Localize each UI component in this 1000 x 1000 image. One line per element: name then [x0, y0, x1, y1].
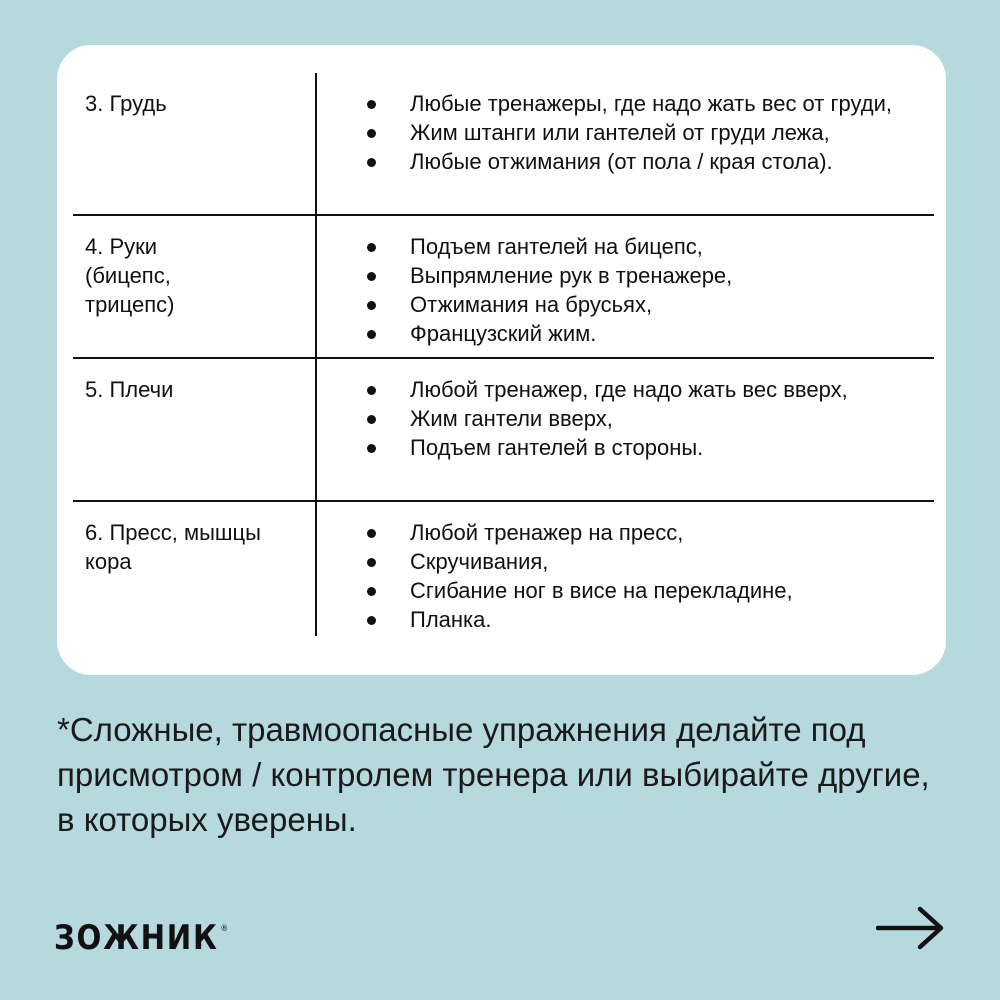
arrow-right-icon[interactable]	[876, 905, 946, 951]
exercise-table-card	[57, 45, 946, 675]
safety-footnote: *Сложные, травмоопасные упражнения делайте под присмотром / контролем тренера или выбирайте другие, в которых уверены.	[57, 711, 930, 838]
list-item: Жим штанги или гантелей от груди лежа,	[357, 118, 937, 147]
row-items-chest	[357, 89, 937, 176]
row-items-core	[357, 518, 937, 634]
row-label-shoulders: 5. Плечи	[85, 377, 174, 402]
row-label-arms: 4. Руки (бицепс, трицепс)	[85, 234, 175, 317]
list-item: Жим гантели вверх,	[357, 404, 907, 433]
row-divider	[73, 214, 934, 216]
list-item: Французский жим.	[357, 319, 937, 348]
list-item: Сгибание ног в висе на перекладине,	[357, 576, 937, 605]
column-divider	[315, 73, 317, 636]
list-item: Подъем гантелей на бицепс,	[357, 232, 937, 261]
list-item: Планка.	[357, 605, 937, 634]
list-item: Любой тренажер на пресс,	[357, 518, 937, 547]
list-item: Любые отжимания (от пола / края стола).	[357, 147, 937, 176]
list-item: Подъем гантелей в стороны.	[357, 433, 907, 462]
list-item: Выпрямление рук в тренажере,	[357, 261, 937, 290]
row-label-chest: 3. Грудь	[85, 91, 167, 116]
registered-mark: ®	[220, 924, 230, 934]
list-item: Скручивания,	[357, 547, 937, 576]
list-item: Любой тренажер, где надо жать вес вверх,	[357, 375, 907, 404]
row-divider	[73, 357, 934, 359]
logo-text: ЗОЖНИК	[54, 918, 219, 958]
row-items-shoulders	[357, 375, 907, 462]
list-item: Отжимания на брусьях,	[357, 290, 937, 319]
row-label-core: 6. Пресс, мышцы кора	[85, 520, 261, 574]
brand-logo	[54, 918, 230, 958]
row-items-arms	[357, 232, 937, 348]
row-divider	[73, 500, 934, 502]
list-item: Любые тренажеры, где надо жать вес от груди,	[357, 89, 937, 118]
